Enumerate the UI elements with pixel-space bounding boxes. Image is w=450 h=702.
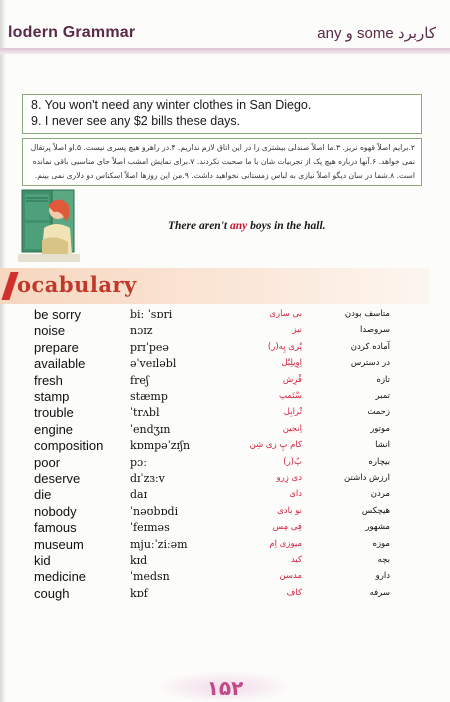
vocab-phonetic: kɒf	[130, 586, 148, 600]
vocab-word: available	[34, 356, 86, 372]
translation-line: ۲.برایم اصلاً قهوه نریز. ۳.ما اصلاً صندلی بیشتری را در این اتاق لازم نداریم. ۴.در راهرو هیچ پسری نیست. ۵.او اصلاً پرتقال	[30, 143, 415, 152]
vocab-meaning: مشهور	[365, 522, 390, 533]
vocab-word: poor	[34, 454, 61, 470]
vocab-meaning: تمبر	[375, 391, 390, 401]
vocab-row	[0, 422, 450, 437]
vocab-meaning: مردن	[370, 489, 390, 500]
vocab-meaning: بچه	[377, 555, 390, 565]
vocabulary-title: ocabulary	[17, 272, 137, 297]
vocab-phonetic: ˈfeɪməs	[130, 521, 170, 535]
vocab-meaning: بیچاره	[368, 456, 390, 467]
vocab-row	[0, 471, 450, 486]
vocab-word: composition	[34, 438, 104, 454]
vocab-row	[0, 537, 450, 552]
vocab-transliteration: دی زِرو	[276, 473, 302, 483]
vocab-row	[0, 373, 450, 388]
examples-box	[22, 94, 422, 134]
vocab-row	[0, 356, 450, 371]
translation-box	[22, 138, 422, 186]
header-rule	[0, 48, 450, 54]
vocab-meaning: ارزش داشتن	[344, 473, 390, 483]
vocab-transliteration: میوزی اِم	[269, 538, 302, 549]
page-header	[0, 22, 450, 48]
example-sentence: 8. You won't need any winter clothes in San Diego.	[31, 98, 312, 112]
vocab-phonetic: stæmp	[130, 390, 168, 403]
vocab-phonetic: kɒmpəˈzɪʃn	[130, 439, 191, 453]
translation-line: نمی خواهد. ۶.آنها درباره هیچ یک از تجربیات شان با ما صحبت نکردند. ۷.برای نمایش امشب اصلاً جای مناسبی باقی نمانده	[32, 157, 415, 166]
vocab-row	[0, 504, 450, 519]
vocab-phonetic: əˈveɪləbl	[130, 357, 177, 371]
illustration-caption	[168, 220, 326, 232]
example-sentence: 9. I never see any $2 bills these days.	[31, 114, 241, 128]
vocab-transliteration: فْرِش	[282, 374, 302, 385]
vocab-transliteration: دای	[289, 489, 302, 500]
vocab-meaning: سروصدا	[360, 325, 390, 336]
vocab-word: die	[34, 487, 52, 503]
vocab-word: prepare	[34, 339, 79, 355]
vocab-meaning: تازه	[376, 374, 390, 385]
vocab-meaning: آماده کردن	[350, 341, 390, 352]
vocab-transliteration: نو بادی	[277, 505, 302, 516]
vocab-phonetic: nɔɪz	[130, 324, 153, 338]
vocab-word: kid	[34, 553, 51, 568]
vocab-transliteration: بی ساری	[269, 309, 302, 319]
vocab-row	[0, 569, 450, 584]
vocab-row	[0, 438, 450, 453]
vocab-phonetic: ˈnəʊbɒdi	[130, 504, 179, 518]
vocab-row	[0, 586, 450, 601]
caption-text: There aren't	[168, 220, 230, 232]
vocab-transliteration: کاف	[286, 587, 302, 598]
vocab-row	[0, 520, 450, 535]
vocab-transliteration: مدسن	[279, 571, 302, 582]
vocab-meaning: هیچکس	[361, 505, 390, 516]
vocab-phonetic: prɪˈpeə	[130, 340, 169, 354]
vocab-meaning: انشا	[375, 440, 390, 451]
vocab-transliteration: فِی مِس	[272, 522, 302, 533]
header-section-title: any و some کاربرد	[317, 25, 436, 42]
vocab-row	[0, 487, 450, 502]
vocab-row	[0, 405, 450, 420]
vocab-phonetic: freʃ	[130, 373, 149, 387]
vocab-word: stamp	[34, 389, 70, 404]
vocab-transliteration: پُ(ر)	[283, 456, 302, 467]
vocab-meaning: در دسترس	[350, 358, 390, 369]
vocab-row	[0, 553, 450, 568]
vocab-meaning: دارو	[375, 571, 390, 582]
vocab-word: cough	[34, 585, 70, 601]
boy-girl-illustration	[18, 188, 80, 262]
vocab-meaning: موتور	[370, 423, 390, 434]
vocab-word: noise	[34, 323, 66, 339]
vocab-word: trouble	[34, 405, 74, 421]
vocab-phonetic: bi: ˈsɒri	[130, 308, 173, 321]
vocab-word: nobody	[34, 503, 77, 519]
caption-text: boys in the hall.	[247, 220, 326, 232]
vocab-phonetic: kɪd	[130, 554, 148, 567]
vocab-row	[0, 307, 450, 322]
vocab-phonetic: pɔː	[130, 455, 147, 469]
vocab-phonetic: ˈmedsn	[130, 570, 170, 584]
vocab-phonetic: ˈendʒɪn	[130, 422, 171, 436]
vocab-transliteration: سْتَمپ	[279, 391, 302, 401]
vocab-row	[0, 389, 450, 404]
vocab-meaning: زحمت	[367, 407, 390, 418]
vocab-transliteration: کام پِ زی شِن	[249, 440, 302, 451]
vocab-meaning: سرفه	[369, 587, 390, 598]
translation-line: است. ۸.شما در سان دیگو اصلاً نیازی به لباس زمستانی نخواهید داشت. ۹.من این روزها اصلاً اسکناس دو دلاری نمی بینم.	[34, 171, 415, 180]
vocab-transliteration: تْرابِل	[283, 407, 302, 418]
vocab-word: museum	[34, 536, 84, 552]
header-book-title: lodern Grammar	[8, 24, 136, 41]
vocab-transliteration: کید	[290, 555, 302, 565]
vocab-meaning: متاسف بودن	[344, 309, 390, 319]
vocab-transliteration: پْری پِه(ر)	[267, 341, 302, 352]
vocab-word: engine	[34, 421, 74, 437]
vocab-phonetic: daɪ	[130, 488, 148, 502]
vocab-transliteration: نیز	[292, 325, 302, 336]
vocab-word: be sorry	[34, 307, 81, 322]
vocab-word: medicine	[34, 569, 87, 585]
vocab-row	[0, 323, 450, 338]
page-number: ۱۵۲	[206, 676, 244, 700]
vocab-word: famous	[34, 520, 77, 536]
vocab-phonetic: dɪˈzɜːv	[130, 472, 165, 485]
caption-highlight: any	[229, 220, 248, 232]
vocab-meaning: موزه	[372, 538, 390, 549]
vocab-phonetic: mjuːˈziːəm	[130, 537, 188, 551]
vocab-transliteration: اِنجین	[282, 423, 302, 434]
vocab-transliteration: اِوِیلِبْل	[281, 358, 302, 369]
vocab-phonetic: ˈtrʌbl	[130, 406, 160, 420]
vocab-word: fresh	[34, 372, 63, 388]
vocab-row	[0, 455, 450, 470]
vocab-word: deserve	[34, 471, 81, 486]
vocab-row	[0, 340, 450, 355]
